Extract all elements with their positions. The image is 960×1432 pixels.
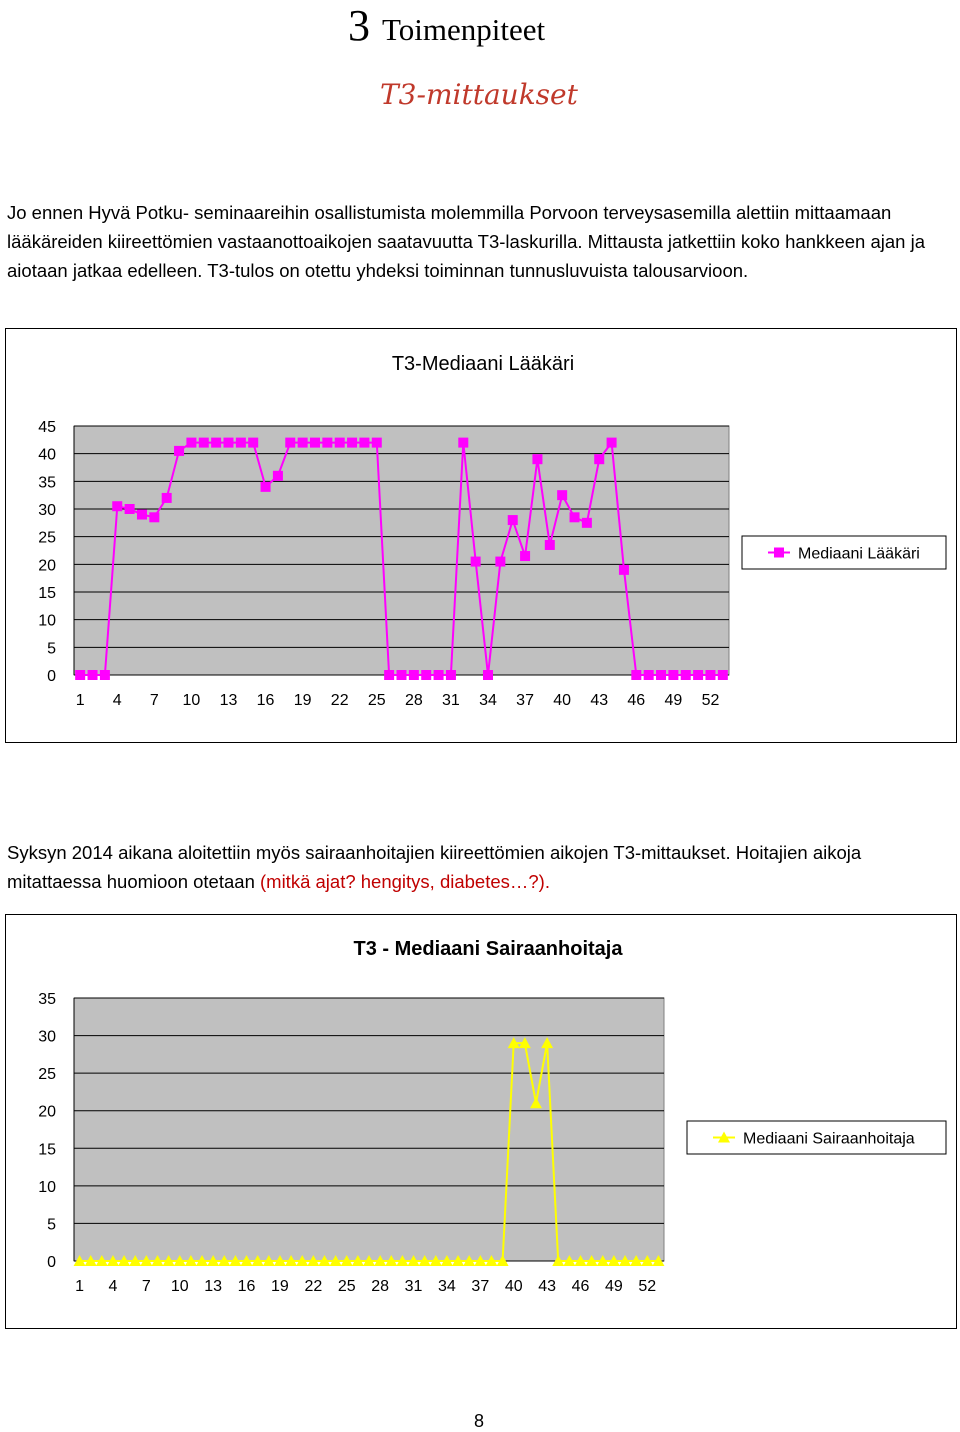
data-point	[75, 670, 85, 680]
x-tick-label: 34	[479, 692, 497, 709]
data-point	[458, 438, 468, 448]
x-tick-label: 25	[337, 1278, 356, 1295]
data-point	[211, 438, 221, 448]
y-tick-label: 40	[38, 446, 56, 464]
data-point	[656, 670, 666, 680]
data-point	[434, 670, 444, 680]
x-tick-label: 25	[367, 692, 386, 709]
x-tick-label: 40	[553, 692, 572, 709]
x-tick-label: 37	[516, 692, 534, 709]
legend-label: Mediaani Lääkäri	[798, 545, 920, 563]
data-point	[409, 670, 419, 680]
x-tick-label: 4	[108, 1278, 118, 1295]
data-point	[186, 438, 196, 448]
x-tick-label: 40	[504, 1278, 523, 1295]
data-point	[372, 438, 382, 448]
data-point	[125, 504, 135, 514]
data-point	[236, 438, 246, 448]
legend-label: Mediaani Sairaanhoitaja	[743, 1130, 915, 1148]
data-point	[471, 557, 481, 567]
data-point	[162, 493, 172, 503]
x-tick-label: 52	[638, 1278, 657, 1295]
y-tick-label: 20	[38, 557, 56, 575]
plot-area	[74, 998, 664, 1261]
data-point	[347, 438, 357, 448]
plot-area	[74, 426, 729, 675]
x-tick-label: 1	[75, 692, 85, 709]
y-tick-label: 5	[47, 640, 56, 658]
data-point	[285, 438, 295, 448]
x-tick-label: 52	[701, 692, 720, 709]
x-tick-label: 7	[141, 1278, 151, 1295]
data-point	[112, 501, 122, 511]
data-point	[322, 438, 332, 448]
data-point	[137, 510, 147, 520]
data-point	[681, 670, 691, 680]
x-tick-label: 49	[605, 1278, 623, 1295]
data-point	[545, 540, 555, 550]
section-number: 3	[348, 1, 370, 50]
y-tick-label: 10	[38, 1178, 56, 1196]
x-tick-label: 10	[182, 692, 201, 709]
data-point	[149, 512, 159, 522]
data-point	[693, 670, 703, 680]
data-point	[582, 518, 592, 528]
data-point	[570, 512, 580, 522]
y-tick-label: 0	[47, 1254, 56, 1271]
x-tick-label: 4	[112, 692, 122, 709]
x-tick-label: 49	[664, 692, 683, 709]
data-point	[644, 670, 654, 680]
nurse-paragraph-text: Syksyn 2014 aikana aloitettiin myös sairaanhoitajien kiireettömien aikojen T3-mittaukset. Hoitajien aikoja mitattaessa huomioon otetaan	[7, 842, 862, 892]
x-tick-label: 1	[75, 1278, 85, 1295]
chart-laakari	[5, 328, 957, 743]
y-tick-label: 25	[38, 529, 56, 547]
data-point	[223, 438, 233, 448]
x-tick-label: 46	[627, 692, 646, 709]
x-tick-label: 43	[538, 1278, 557, 1295]
data-point	[508, 515, 518, 525]
y-tick-label: 15	[38, 585, 56, 602]
y-tick-label: 10	[38, 612, 56, 630]
chart-laakari-svg	[6, 329, 956, 742]
y-tick-label: 35	[38, 474, 56, 492]
x-tick-label: 28	[404, 692, 423, 709]
nurse-paragraph-highlight: (mitkä ajat? hengitys, diabetes…?).	[260, 871, 550, 892]
data-point	[100, 670, 110, 680]
x-tick-label: 13	[219, 692, 238, 709]
x-tick-label: 16	[256, 692, 275, 709]
x-tick-label: 46	[571, 1278, 590, 1295]
data-point	[199, 438, 209, 448]
data-point	[261, 482, 271, 492]
data-point	[298, 438, 308, 448]
chart-title: T3-Mediaani Lääkäri	[391, 353, 575, 375]
data-point	[557, 490, 567, 500]
data-point	[446, 670, 456, 680]
chart-title: T3 - Mediaani Sairaanhoitaja	[353, 938, 623, 960]
x-tick-label: 19	[293, 692, 312, 709]
nurse-paragraph	[7, 838, 952, 896]
x-tick-label: 31	[404, 1278, 423, 1295]
y-tick-label: 20	[38, 1103, 56, 1121]
data-point	[532, 454, 542, 464]
subheading: T3-mittaukset	[380, 78, 578, 111]
data-point	[88, 670, 98, 680]
y-tick-label: 0	[47, 668, 56, 685]
x-tick-label: 22	[304, 1278, 323, 1295]
data-point	[248, 438, 258, 448]
x-tick-label: 22	[330, 692, 349, 709]
legend-marker	[774, 548, 784, 558]
intro-paragraph: Jo ennen Hyvä Potku- seminaareihin osallistumista molemmilla Porvoon terveysasemilla alettiin mittaamaan lääkäreiden kiireettömien vastaanottoaikojen saatavuutta T3-laskurilla. Mittausta jatkettiin koko hankkeen ajan ja aiotaan jatkaa edelleen. T3-tulos on otettu yhdeksi toiminnan tunnusluvuista talousarvioon.	[7, 202, 925, 281]
data-point	[397, 670, 407, 680]
data-point	[174, 446, 184, 456]
data-point	[607, 438, 617, 448]
y-tick-label: 30	[38, 502, 56, 519]
data-point	[520, 551, 530, 561]
y-tick-label: 5	[47, 1216, 56, 1234]
x-tick-label: 34	[438, 1278, 456, 1295]
data-point	[705, 670, 715, 680]
y-tick-label: 15	[38, 1141, 56, 1159]
x-tick-label: 19	[271, 1278, 289, 1295]
section-title: Toimenpiteet	[382, 12, 546, 47]
data-point	[359, 438, 369, 448]
data-point	[668, 670, 678, 680]
y-tick-label: 30	[38, 1028, 56, 1046]
data-point	[495, 557, 505, 567]
data-point	[619, 565, 629, 575]
y-tick-label: 45	[38, 419, 56, 436]
chart-sairaanhoitaja-svg	[6, 915, 956, 1328]
x-tick-label: 28	[371, 1278, 390, 1295]
x-tick-label: 37	[471, 1278, 490, 1295]
x-tick-label: 16	[237, 1278, 256, 1295]
data-point	[483, 670, 493, 680]
data-point	[421, 670, 431, 680]
data-point	[310, 438, 320, 448]
x-tick-label: 10	[170, 1278, 189, 1295]
x-tick-label: 13	[204, 1278, 223, 1295]
data-point	[273, 471, 283, 481]
page-number: 8	[474, 1411, 485, 1431]
y-tick-label: 25	[38, 1066, 56, 1084]
x-tick-label: 7	[149, 692, 159, 709]
data-point	[718, 670, 728, 680]
y-tick-label: 35	[38, 991, 56, 1008]
x-tick-label: 43	[590, 692, 609, 709]
chart-sairaanhoitaja	[5, 914, 957, 1329]
data-point	[631, 670, 641, 680]
data-point	[335, 438, 345, 448]
data-point	[384, 670, 394, 680]
x-tick-label: 31	[442, 692, 460, 709]
section-heading	[348, 0, 545, 48]
data-point	[594, 454, 604, 464]
